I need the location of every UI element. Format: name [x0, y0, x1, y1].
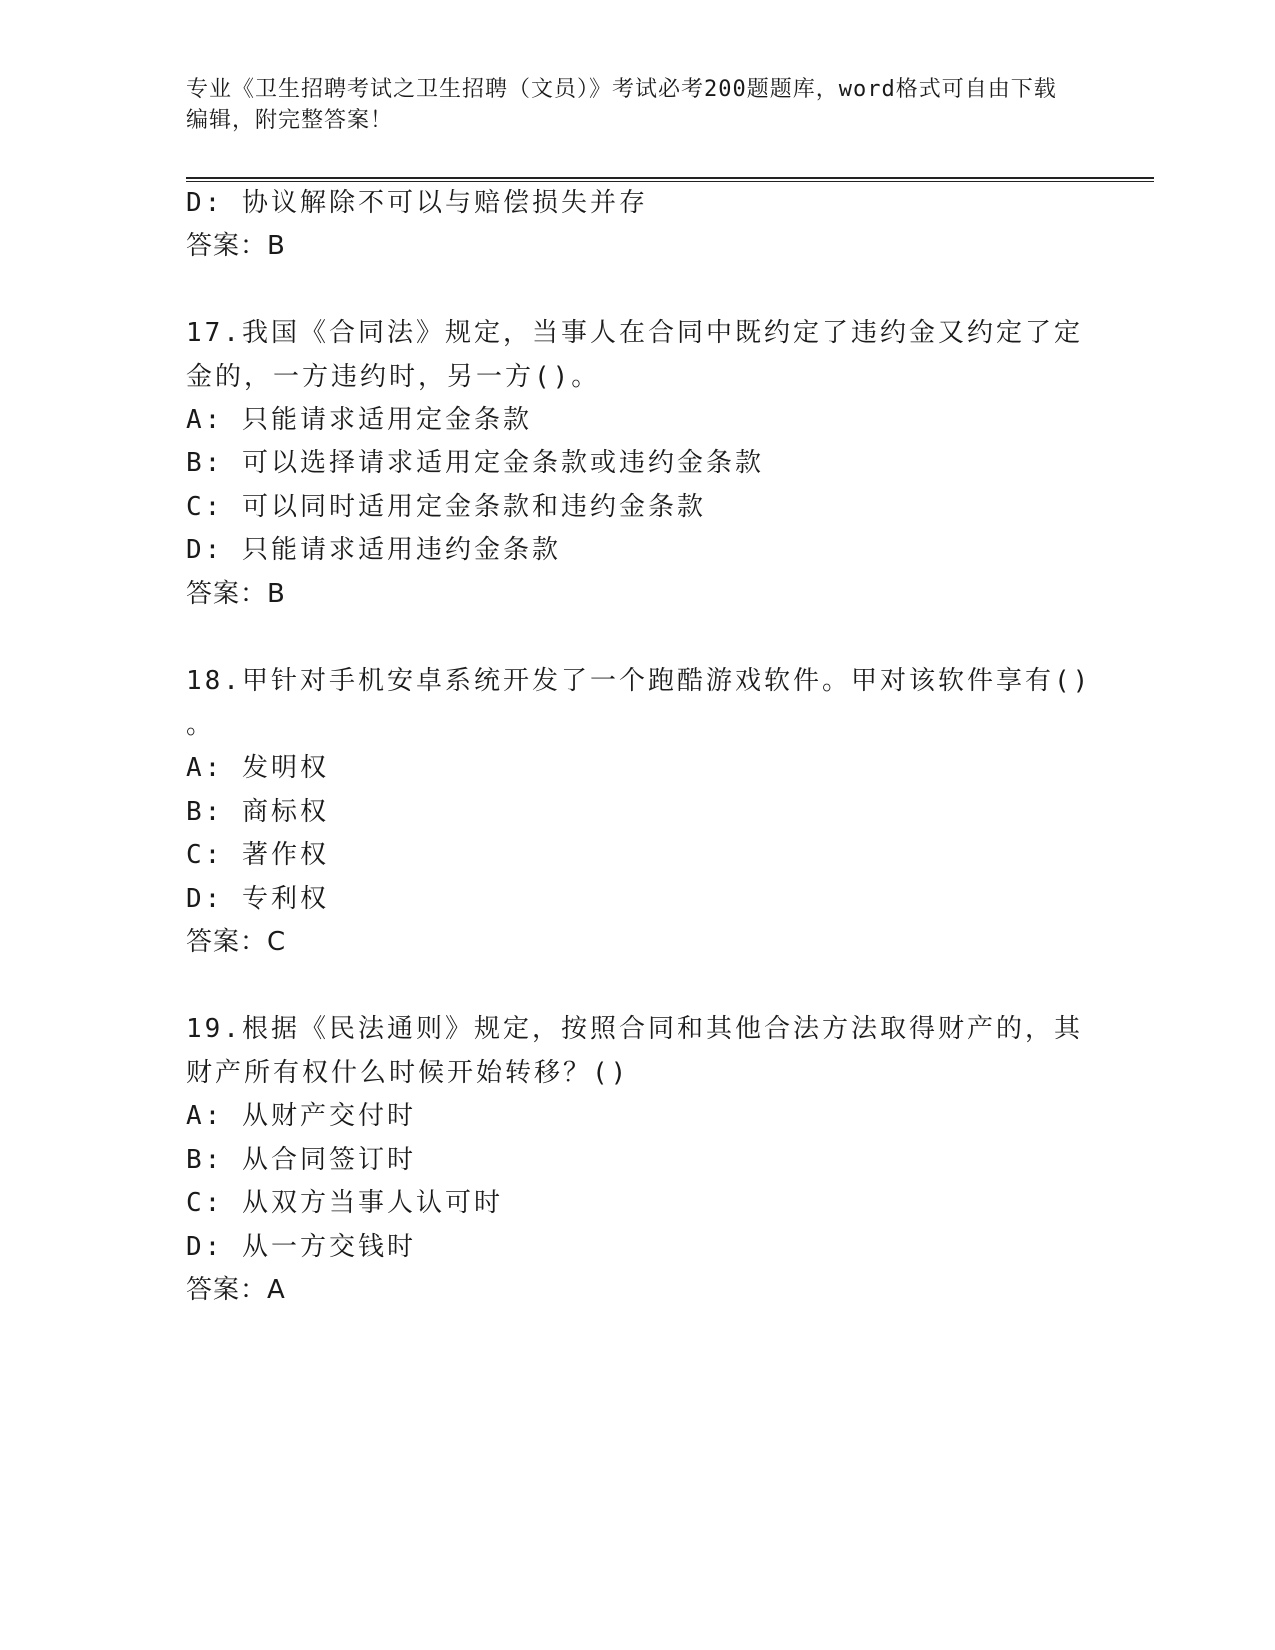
question-19-stem-line2: 财产所有权什么时候开始转移？(): [186, 1058, 630, 1088]
question-18-option-b: B: 商标权: [186, 797, 329, 827]
question-17-stem-line2: 金的，一方违约时，另一方()。: [186, 362, 601, 392]
question-17-option-a: A: 只能请求适用定金条款: [186, 405, 532, 435]
question-17-stem-line1: 17.我国《合同法》规定，当事人在合同中既约定了违约金又约定了定: [186, 318, 1083, 348]
question-19-option-c: C: 从双方当事人认可时: [186, 1188, 503, 1218]
question-19-option-b: B: 从合同签订时: [186, 1145, 416, 1175]
header-divider: [186, 177, 1154, 182]
question-19-option-d: D: 从一方交钱时: [186, 1232, 416, 1262]
question-18-stem-line2: 。: [186, 710, 216, 740]
question-19-answer: 答案：A: [186, 1275, 286, 1305]
prev-answer: 答案：B: [186, 231, 286, 261]
question-18-option-c: C: 著作权: [186, 840, 329, 870]
question-19-stem-line1: 19.根据《民法通则》规定，按照合同和其他合法方法取得财产的，其: [186, 1014, 1083, 1044]
question-18-stem-line1: 18.甲针对手机安卓系统开发了一个跑酷游戏软件。甲对该软件享有(): [186, 666, 1092, 696]
question-17-option-c: C: 可以同时适用定金条款和违约金条款: [186, 492, 706, 522]
question-19-option-a: A: 从财产交付时: [186, 1101, 416, 1131]
question-17-answer: 答案：B: [186, 579, 286, 609]
document-header: 专业《卫生招聘考试之卫生招聘（文员）》考试必考200题题库，word格式可自由下载编辑，附完整答案！: [186, 77, 1057, 133]
question-17-option-d: D: 只能请求适用违约金条款: [186, 535, 561, 565]
question-18-option-d: D: 专利权: [186, 884, 329, 914]
question-18-option-a: A: 发明权: [186, 753, 329, 783]
prev-option-d: D: 协议解除不可以与赔偿损失并存: [186, 188, 648, 218]
question-18-answer: 答案：C: [186, 927, 287, 957]
question-17-option-b: B: 可以选择请求适用定金条款或违约金条款: [186, 448, 764, 478]
